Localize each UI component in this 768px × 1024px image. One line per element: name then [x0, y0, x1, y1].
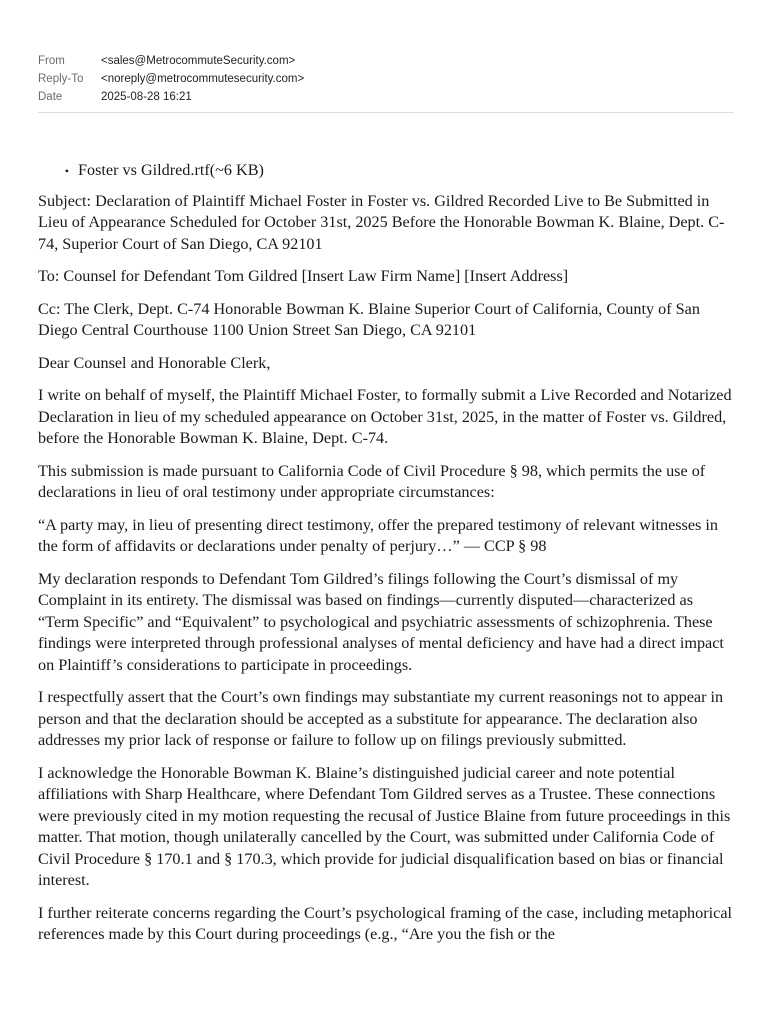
- quote-paragraph: “A party may, in lieu of presenting direct testimony, offer the prepared testimony of relevant witnesses in the form of affidavits or declarations under penalty of perjury…” — CCP § 98: [38, 515, 718, 555]
- from-label: From: [38, 55, 65, 67]
- from-address[interactable]: <sales@MetrocommuteSecurity.com>: [101, 55, 296, 67]
- attachment-link[interactable]: [78, 160, 264, 182]
- from-row: [38, 52, 734, 70]
- to-paragraph: To: Counsel for Defendant Tom Gildred [Insert Law Firm Name] [Insert Address]: [38, 267, 569, 285]
- attachment-size: (~6 KB): [209, 161, 264, 179]
- body-paragraph-1: I write on behalf of myself, the Plaintiff Michael Foster, to formally submit a Live Recorded and Notarized Declaration in lieu of my scheduled appearance on October 31st, 2025, in the matter of Foster vs. Gildred, before the Honorable Bowman K. Blaine, Dept. C-74.: [38, 386, 732, 447]
- bullet-icon: •: [64, 164, 69, 178]
- date-value: 2025-08-28 16:21: [101, 91, 192, 103]
- attachment-name: Foster vs Gildred.rtf: [78, 161, 210, 179]
- date-label: Date: [38, 91, 63, 103]
- date-row: [38, 88, 734, 106]
- body-paragraph-3: My declaration responds to Defendant Tom Gildred’s filings following the Court’s dismissal of my Complaint in its entirety. The dismissal was based on findings—currently disputed—characterized as “Term Specific” and “Equivalent” to psychological and psychiatric assessments of schizophrenia. These findings were interpreted through professional analyses of mental deficiency and have had a direct impact on Plaintiff’s considerations to participate in proceedings.: [38, 569, 724, 674]
- email-body: [38, 160, 738, 946]
- reply-to-row: [38, 70, 734, 88]
- email-header: [38, 52, 734, 106]
- body-paragraph-5: I acknowledge the Honorable Bowman K. Blaine’s distinguished judicial career and note potential affiliations with Sharp Healthcare, where Defendant Tom Gildred serves as a Trustee. These connections were previously cited in my motion requesting the recusal of Justice Blaine from future proceedings in this matter. That motion, though unilaterally cancelled by the Court, was submitted under California Code of Civil Procedure § 170.1 and § 170.3, which provide for judicial disqualification based on bias or financial interest.: [38, 763, 731, 889]
- subject-paragraph: Subject: Declaration of Plaintiff Michael Foster in Foster vs. Gildred Recorded Live to Be Submitted in Lieu of Appearance Scheduled for October 31st, 2025 Before the Honorable Bowman K. Blaine, Dept. C-74, Superior Court of San Diego, CA 92101: [38, 191, 725, 253]
- header-divider: [38, 112, 734, 113]
- cc-paragraph: Cc: The Clerk, Dept. C-74 Honorable Bowman K. Blaine Superior Court of California, County of San Diego Central Courthouse 1100 Union Street San Diego, CA 92101: [38, 299, 700, 339]
- reply-to-label: Reply-To: [38, 73, 84, 85]
- reply-to-address[interactable]: <noreply@metrocommutesecurity.com>: [101, 73, 305, 85]
- attachment-list: [38, 160, 738, 183]
- attachment-item: [38, 160, 738, 183]
- greeting-paragraph: Dear Counsel and Honorable Clerk,: [38, 353, 271, 372]
- body-paragraph-2: This submission is made pursuant to California Code of Civil Procedure § 98, which permits the use of declarations in lieu of oral testimony under appropriate circumstances:: [38, 461, 706, 501]
- body-paragraph-6: I further reiterate concerns regarding the Court’s psychological framing of the case, including metaphorical references made by this Court during proceedings (e.g., “Are you the fish or the: [38, 903, 732, 943]
- body-paragraph-4: I respectfully assert that the Court’s own findings may substantiate my current reasonings not to appear in person and that the declaration should be accepted as a substitute for appearance. The declaration also addresses my prior lack of response or failure to follow up on filings previously submitted.: [38, 688, 724, 749]
